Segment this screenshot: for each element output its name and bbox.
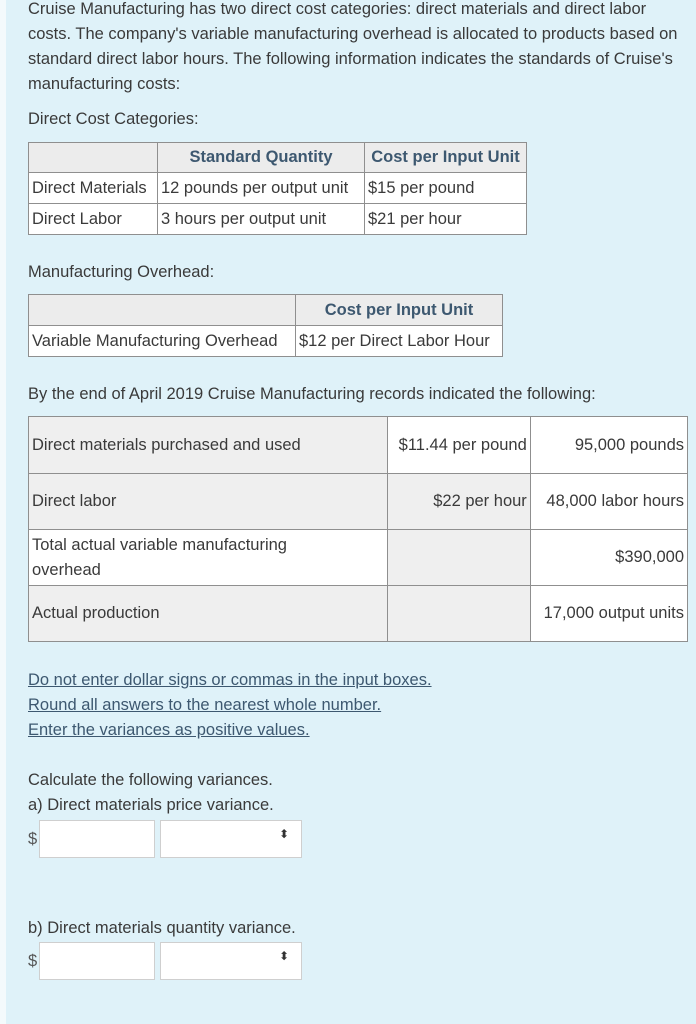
intro-paragraph: Cruise Manufacturing has two direct cost categories: direct materials and direct labor costs. The company's variable manufacturing overhead is allocated to products based on standard direct labor hours. The following information indicates the standards of Cruise's manufacturing costs: <box>28 0 678 93</box>
dollar-sign-b: $ <box>28 952 38 970</box>
table-row <box>29 530 688 586</box>
standards-header-quantity: Standard Quantity <box>158 143 365 173</box>
standards-table <box>28 142 527 235</box>
overhead-row-cost: $12 per Direct Labor Hour <box>296 326 503 357</box>
actual-row-qty: 48,000 labor hours <box>530 474 687 530</box>
standards-row-cost: $15 per pound <box>365 173 527 204</box>
question-b: b) Direct materials quantity variance. <box>28 919 296 937</box>
price-variance-select[interactable] <box>160 820 302 858</box>
actual-row-price: $11.44 per pound <box>387 417 530 474</box>
actual-row-price: $22 per hour <box>387 474 530 530</box>
actual-row-label: Total actual variable manufacturing overhead <box>29 530 388 586</box>
updown-arrow-icon: ⬍ <box>278 827 289 841</box>
overhead-header-blank <box>29 295 296 326</box>
actual-row-qty: 95,000 pounds <box>530 417 687 474</box>
overhead-row-label: Variable Manufacturing Overhead <box>29 326 296 357</box>
quantity-variance-select[interactable] <box>160 942 302 980</box>
actual-row-price <box>387 586 530 642</box>
overhead-table <box>28 294 503 357</box>
standards-row-quantity: 12 pounds per output unit <box>158 173 365 204</box>
standards-row-label: Direct Labor <box>29 204 158 235</box>
direct-cost-label: Direct Cost Categories: <box>28 110 199 128</box>
overhead-header-row <box>29 295 503 326</box>
standards-row-cost: $21 per hour <box>365 204 527 235</box>
standards-header-blank <box>29 143 158 173</box>
standards-row-quantity: 3 hours per output unit <box>158 204 365 235</box>
table-row <box>29 586 688 642</box>
overhead-label: Manufacturing Overhead: <box>28 263 215 281</box>
instruction-no-symbols: Do not enter dollar signs or commas in the input boxes. <box>28 671 432 689</box>
table-row <box>29 417 688 474</box>
actual-row-label: Direct labor <box>29 474 388 530</box>
table-row <box>29 474 688 530</box>
updown-arrow-icon: ⬍ <box>278 949 289 963</box>
instruction-positive: Enter the variances as positive values. <box>28 721 310 739</box>
standards-header-cost: Cost per Input Unit <box>365 143 527 173</box>
instruction-round: Round all answers to the nearest whole number. <box>28 696 382 714</box>
actual-intro: By the end of April 2019 Cruise Manufacturing records indicated the following: <box>28 385 596 403</box>
actual-row-label: Actual production <box>29 586 388 642</box>
quantity-variance-input[interactable] <box>39 942 155 980</box>
dollar-sign-a: $ <box>28 830 38 848</box>
table-row <box>29 204 527 235</box>
overhead-header-cost: Cost per Input Unit <box>296 295 503 326</box>
calc-label: Calculate the following variances. <box>28 771 273 789</box>
standards-row-label: Direct Materials <box>29 173 158 204</box>
price-variance-input[interactable] <box>39 820 155 858</box>
actual-row-qty: $390,000 <box>530 530 687 586</box>
actual-row-label: Direct materials purchased and used <box>29 417 388 474</box>
table-row <box>29 326 503 357</box>
actual-row-qty: 17,000 output units <box>530 586 687 642</box>
table-row <box>29 173 527 204</box>
actual-table <box>28 416 688 642</box>
standards-header-row <box>29 143 527 173</box>
question-a: a) Direct materials price variance. <box>28 796 274 814</box>
actual-row-price <box>387 530 530 586</box>
